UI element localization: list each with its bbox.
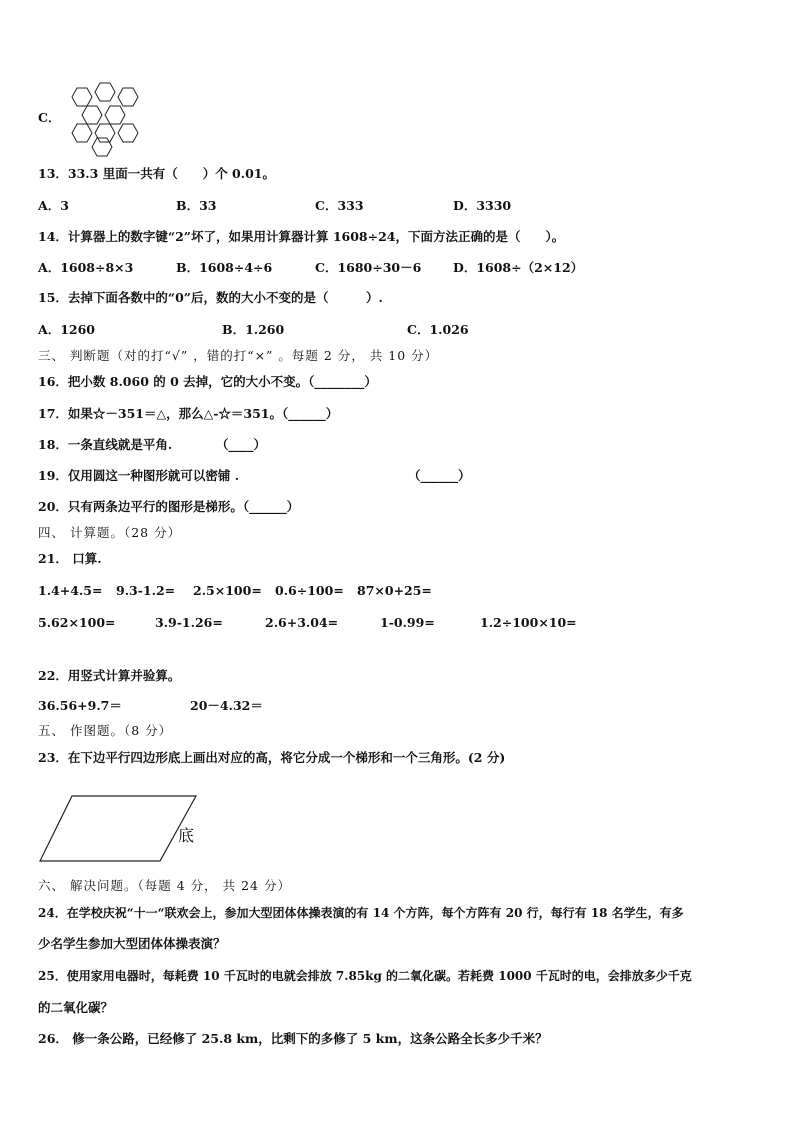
question-23: 23．在下边平行四边形底上画出对应的高，将它分成一个梯形和一个三角形。(2 分): [38, 750, 506, 765]
question-16: 16．把小数 8.060 的 0 去掉，它的大小不变。（________）: [38, 374, 377, 389]
oral-calc-item: 5.62×100=: [38, 615, 116, 630]
q15-option-a: A．1260: [38, 322, 95, 337]
question-26: 26． 修一条公路，已经修了 25.8 km，比剩下的多修了 5 km，这条公路全长多少千米？: [38, 1031, 548, 1046]
question-24-continued: 少名学生参加大型团体体操表演？: [38, 936, 226, 951]
q13-option-d: D．3330: [453, 198, 512, 213]
hexagon: [95, 124, 115, 142]
oral-calc-item: 2.6+3.04=: [265, 615, 339, 630]
question-22: 22．用竖式计算并验算。: [38, 668, 181, 683]
q14-option-c: C．1680÷30－6: [315, 260, 422, 275]
oral-calc-item: 1.2÷100×10=: [480, 615, 577, 630]
oral-calc-item: 2.5×100=: [193, 583, 262, 598]
section-4-heading: 四、 计算题。（28 分）: [38, 525, 182, 540]
vertical-calc-item: 36.56+9.7＝: [38, 698, 122, 713]
q15-option-c: C．1.026: [407, 322, 469, 337]
question-15: 15．去掉下面各数中的“0”后，数的大小不变的是（ ）.: [38, 290, 383, 305]
vertical-calc-item: 20－4.32＝: [190, 698, 263, 713]
question-24: 24．在学校庆祝“十一“联欢会上，参加大型团体体操表演的有 14 个方阵，每个方阵有 20 行，每行有 18 名学生，有多: [38, 906, 684, 920]
question-20: 20．只有两条边平行的图形是梯形。（______）: [38, 499, 300, 514]
oral-calc-item: 1-0.99=: [380, 615, 435, 630]
hexagon: [92, 138, 112, 156]
oral-calc-item: 87×0+25=: [357, 583, 432, 598]
oral-calc-item: 3.9-1.26=: [155, 615, 223, 630]
question-21: 21． 口算.: [38, 551, 102, 566]
q13-option-a: A．3: [38, 198, 69, 213]
q14-option-d: D．1608÷（2×12）: [453, 260, 584, 275]
question-25-continued: 的二氧化碳？: [38, 1000, 114, 1015]
section-6-heading: 六、 解决问题。（每题 4 分， 共 24 分）: [38, 878, 291, 893]
question-14: 14．计算器上的数字键“2”坏了，如果用计算器计算 1608÷24，下面方法正确的是（ ）。: [38, 229, 565, 244]
hexagon: [118, 88, 138, 106]
oral-calc-item: 9.3-1.2=: [116, 583, 176, 598]
question-25: 25．使用家用电器时，每耗费 10 千瓦时的电就会排放 7.85kg 的二氧化碳。若耗费 1000 千瓦时的电，会排放多少千克: [38, 969, 692, 983]
section-3-heading: 三、 判断题（对的打“√” ，错的打“×” 。每题 2 分， 共 10 分）: [38, 348, 439, 363]
hexagon: [105, 106, 125, 124]
parallelogram: [40, 796, 196, 861]
hexagon: [95, 83, 115, 101]
q19-blank: （______）: [408, 468, 471, 483]
question-13: 13．33.3 里面一共有（ ）个 0.01。: [38, 166, 275, 181]
question-19: 19．仅用圆这一种图形就可以密铺 .: [38, 468, 240, 483]
q14-option-b: B．1608÷4÷6: [176, 260, 273, 275]
base-label: 底: [178, 826, 195, 845]
section-5-heading: 五、 作图题。（8 分）: [38, 723, 173, 738]
question-18: 18．一条直线就是平角. （____）: [38, 437, 266, 452]
oral-calc-item: 0.6÷100=: [275, 583, 344, 598]
q15-option-b: B．1.260: [222, 322, 285, 337]
hexagon: [82, 106, 102, 124]
hexagon: [72, 124, 92, 142]
q13-option-c: C．333: [315, 198, 364, 213]
hexagon: [72, 88, 92, 106]
hexagon-tiling-figure: [60, 80, 140, 160]
question-17: 17．如果☆－351＝△，那么△-☆＝351。（______）: [38, 406, 339, 421]
hexagon: [118, 124, 138, 142]
q14-option-a: A．1608÷8×3: [38, 260, 134, 275]
q13-option-b: B．33: [176, 198, 217, 213]
oral-calc-item: 1.4+4.5=: [38, 583, 103, 598]
option-c-label: C．: [38, 110, 61, 125]
